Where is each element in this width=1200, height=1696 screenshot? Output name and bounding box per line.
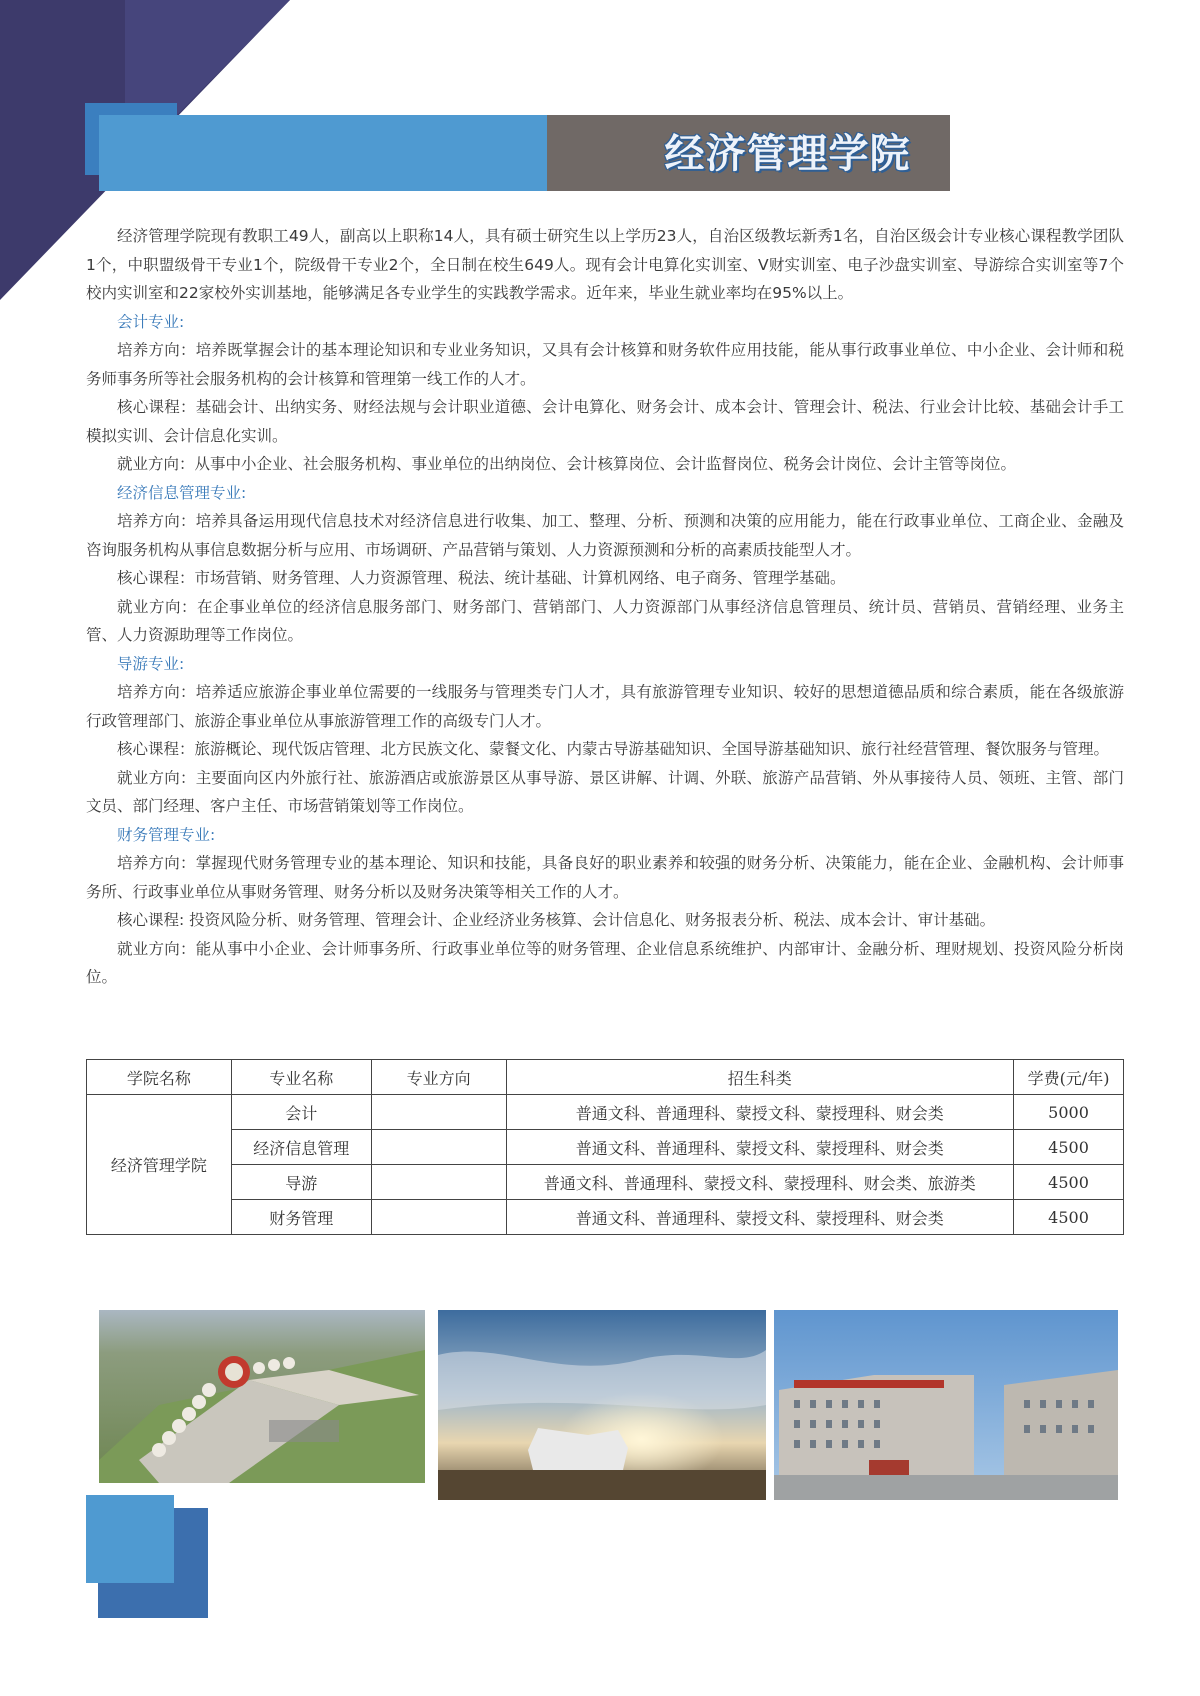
- major-cell: 会计: [231, 1095, 371, 1130]
- major-goal: 培养方向：培养具备运用现代信息技术对经济信息进行收集、加工、整理、分析、预测和决策的应用能力，能在行政事业单位、工商企业、金融及咨询服务机构从事信息数据分析与应用、市场调研、产品营销与策划、人力资源预测和分析的高素质技能型人才。: [86, 512, 1124, 559]
- direction-cell: [371, 1095, 506, 1130]
- table-header-row: [87, 1060, 1124, 1095]
- major-cell: 财务管理: [231, 1200, 371, 1235]
- direction-cell: [371, 1130, 506, 1165]
- major-courses: 核心课程：旅游概论、现代饭店管理、北方民族文化、蒙餐文化、内蒙古导游基础知识、全国导游基础知识、旅行社经营管理、餐饮服务与管理。: [117, 740, 1110, 758]
- major-goal: 培养方向：培养适应旅游企事业单位需要的一线服务与管理类专门人才，具有旅游管理专业知识、较好的思想道德品质和综合素质，能在各级旅游行政管理部门、旅游企事业单位从事旅游管理工作的高级专门人才。: [86, 683, 1124, 730]
- major-courses: 核心课程：基础会计、出纳实务、财经法规与会计职业道德、会计电算化、财务会计、成本会计、管理会计、税法、行业会计比较、基础会计手工模拟实训、会计信息化实训。: [86, 398, 1124, 445]
- college-cell: 经济管理学院: [87, 1095, 232, 1235]
- categories-cell: 普通文科、普通理科、蒙授文科、蒙授理科、财会类: [506, 1130, 1013, 1165]
- admissions-table: [86, 1059, 1124, 1235]
- categories-cell: 普通文科、普通理科、蒙授文科、蒙授理科、财会类: [506, 1200, 1013, 1235]
- title-banner: [85, 103, 950, 191]
- major-jobs: 就业方向：从事中小企业、社会服务机构、事业单位的出纳岗位、会计核算岗位、会计监督岗位、税务会计岗位、会计主管等岗位。: [117, 455, 1017, 473]
- campus-photo-sunset: [438, 1310, 766, 1500]
- fee-cell: 5000: [1014, 1095, 1124, 1130]
- direction-cell: [371, 1200, 506, 1235]
- major-heading: 财务管理专业:: [117, 825, 216, 844]
- major-cell: 经济信息管理: [231, 1130, 371, 1165]
- fee-cell: 4500: [1014, 1130, 1124, 1165]
- major-heading: 经济信息管理专业:: [117, 483, 247, 502]
- decorative-square-light: [86, 1495, 174, 1583]
- major-courses: 核心课程：市场营销、财务管理、人力资源管理、税法、统计基础、计算机网络、电子商务、管理学基础。: [117, 569, 846, 587]
- table-header: 学费(元/年): [1014, 1060, 1124, 1095]
- campus-photo-buildings: [774, 1310, 1118, 1500]
- major-jobs: 就业方向：主要面向区内外旅行社、旅游酒店或旅游景区从事导游、景区讲解、计调、外联、旅游产品营销、外从事接待人员、领班、主管、部门文员、部门经理、客户主任、市场营销策划等工作岗位。: [86, 768, 1124, 815]
- intro-paragraph: 经济管理学院现有教职工49人，副高以上职称14人，具有硕士研究生以上学历23人，自治区级教坛新秀1名，自治区级会计专业核心课程教学团队1个，中职盟级骨干专业1个，院级骨干专业2个，全日制在校生649人。现有会计电算化实训室、V财实训室、电子沙盘实训室、导游综合实训室等7个校内实训室和22家校外实训基地，能够满足各专业学生的实践教学需求。近年来，毕业生就业率均在95%以上。: [86, 227, 1124, 302]
- main-content: [86, 222, 1124, 992]
- table-row: [87, 1165, 1124, 1200]
- major-heading: 会计专业:: [117, 312, 185, 331]
- major-jobs: 就业方向：能从事中小企业、会计师事务所、行政事业单位等的财务管理、企业信息系统维护、内部审计、金融分析、理财规划、投资风险分析岗位。: [86, 939, 1124, 986]
- table-header: 专业方向: [371, 1060, 506, 1095]
- table-header: 专业名称: [231, 1060, 371, 1095]
- table-header: 学院名称: [87, 1060, 232, 1095]
- table-row: [87, 1130, 1124, 1165]
- page-title: 经济管理学院: [664, 131, 911, 177]
- major-courses: 核心课程: 投资风险分析、财务管理、管理会计、企业经济业务核算、会计信息化、财务报表分析、税法、成本会计、审计基础。: [117, 911, 996, 929]
- categories-cell: 普通文科、普通理科、蒙授文科、蒙授理科、财会类: [506, 1095, 1013, 1130]
- major-goal: 培养方向：掌握现代财务管理专业的基本理论、知识和技能，具备良好的职业素养和较强的财务分析、决策能力，能在企业、金融机构、会计师事务所、行政事业单位从事财务管理、财务分析以及财务决策等相关工作的人才。: [86, 854, 1124, 901]
- major-jobs: 就业方向：在企事业单位的经济信息服务部门、财务部门、营销部门、人力资源部门从事经济信息管理员、统计员、营销员、营销经理、业务主管、人力资源助理等工作岗位。: [86, 597, 1124, 644]
- direction-cell: [371, 1165, 506, 1200]
- fee-cell: 4500: [1014, 1165, 1124, 1200]
- table-row: [87, 1095, 1124, 1130]
- major-goal: 培养方向：培养既掌握会计的基本理论知识和专业业务知识，又具有会计核算和财务软件应用技能，能从事行政事业单位、中小企业、会计师和税务师事务所等社会服务机构的会计核算和管理第一线工作的人才。: [86, 341, 1124, 388]
- major-cell: 导游: [231, 1165, 371, 1200]
- table-header: 招生科类: [506, 1060, 1013, 1095]
- campus-photo-aerial: [99, 1310, 425, 1483]
- table-row: [87, 1200, 1124, 1235]
- fee-cell: 4500: [1014, 1200, 1124, 1235]
- major-heading: 导游专业:: [117, 654, 185, 673]
- categories-cell: 普通文科、普通理科、蒙授文科、蒙授理科、财会类、旅游类: [506, 1165, 1013, 1200]
